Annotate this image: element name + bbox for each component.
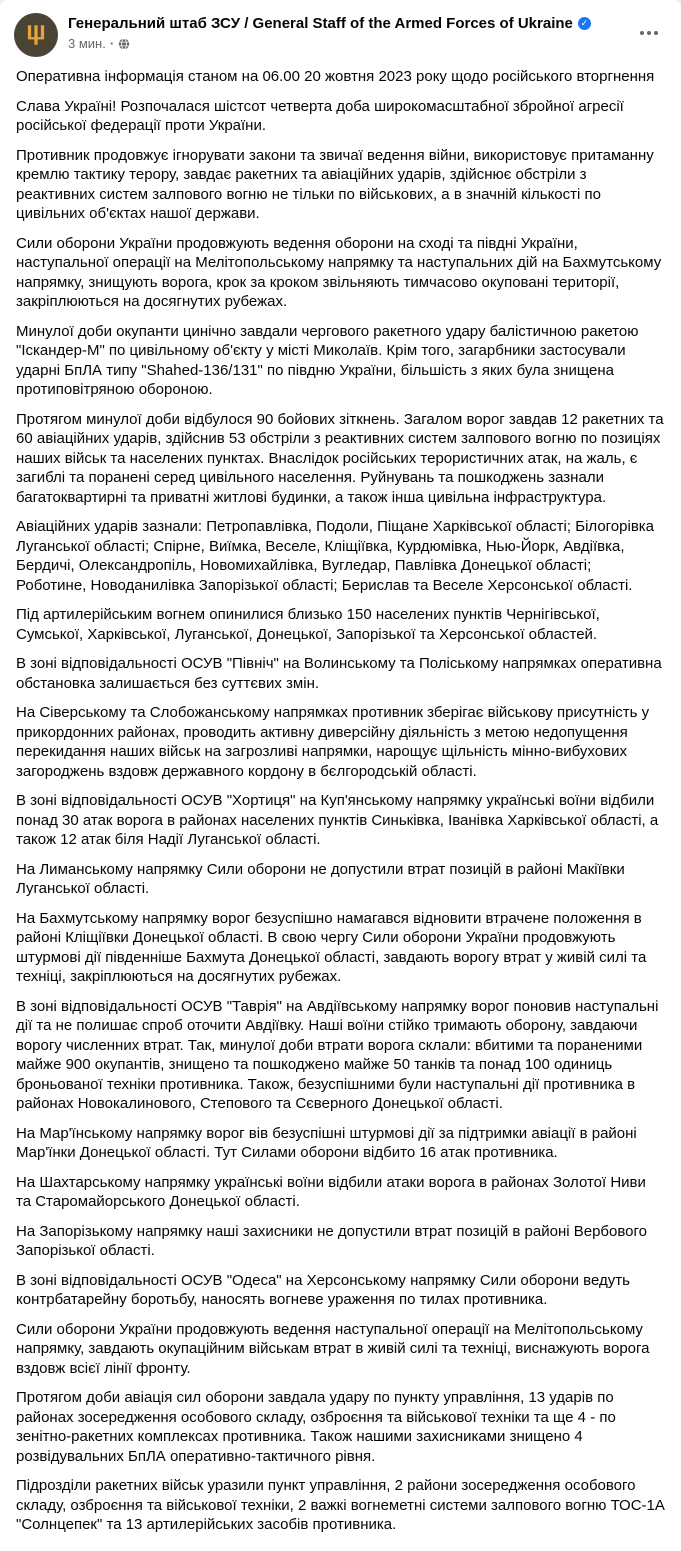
post-paragraph: Оперативна інформація станом на 06.00 20 жовтня 2023 року щодо російського вторгнення (16, 68, 655, 85)
post-paragraph: Під артилерійським вогнем опинилися близько 150 населених пунктів Чернігівської, Сумської, Харківської, Луганської, Донецької, Запорізької та Херсонської областей. (16, 606, 600, 643)
post-paragraph: Протягом доби авіація сил оборони завдала удару по пункту управління, 13 ударів по районах зосередження особового складу, озброєння та військової техніки та ще 4 - по зенітно-ракетних комплексах противника. Також нашими захисниками знищено 4 розвідувальних БпЛА оперативно-тактичного рівня. (16, 1389, 616, 1465)
post-paragraph: В зоні відповідальності ОСУВ "Таврія" на Авдіївському напрямку ворог поновив наступальні дії та не полишає спроб оточити Авдіївку. Наші воїни стійко тримають оборону, завдаючи ворогу численних втрат. Так, минулої доби втрати ворога склали: вбитими та пораненими майже 900 окупантів, знищено та пошкоджено майже 50 танків та понад 100 одиниць броньованої техніки противника. Також, безуспішними були наступальні дії противника в районах Новокалинового, Степового та Сєверного Донецької області. (16, 997, 659, 1112)
post-paragraph: На Мар'їнському напрямку ворог вів безуспішні штурмові дії за підтримки авіації в районі Мар'їнки Донецької області. Тут Силами оборони відбито 16 атак противника. (16, 1124, 637, 1161)
dot-separator: · (109, 36, 115, 51)
post-paragraph: Слава Україні! Розпочалася шістсот четверта доба широкомасштабної збройної агресії російської федерації проти України. (16, 97, 624, 134)
post-body (0, 61, 681, 1551)
timestamp-link[interactable]: 3 мин. (68, 36, 106, 51)
post-paragraph: Минулої доби окупанти цинічно завдали чергового ракетного удару балістичною ракетою "Іскандер-М" по цивільному об'єкту у місті Миколаїв. Крім того, загарбники застосували ударні БпЛА типу "Shahed-136/131" по півдню України, більшість з яких була знищена протиповітряною обороною. (16, 322, 639, 398)
post-paragraph: Сили оборони України продовжують ведення оборони на сході та півдні України, наступальної операції на Мелітопольському напрямку та наступальних дій на Бахмутському напрямку, знищують ворога, крок за кроком звільняють тимчасово окуповані території, закріплюються на досягнутих рубежах. (16, 234, 662, 310)
header-text-block (58, 13, 625, 52)
post-paragraph: На Шахтарському напрямку українські воїни відбили атаки ворога в районах Золотої Ниви та Старомайорського Донецької області. (16, 1173, 646, 1210)
post-paragraph: В зоні відповідальності ОСУВ "Північ" на Волинському та Поліському напрямках оперативна обстановка залишається без суттєвих змін. (16, 655, 662, 692)
post-paragraph: Противник продовжує ігнорувати закони та звичаї ведення війни, використовує притаманну кремлю тактику терору, завдає ракетних та авіаційних ударів, здійснює обстріли з реактивних систем залпового вогню не тільки по військових, а в значній кількості по цивільних об'єктах нашої держави. (16, 146, 654, 222)
ellipsis-icon (640, 31, 658, 35)
post-paragraph: Сили оборони України продовжують ведення наступальної операції на Мелітопольському напрямку, завдають окупаційним військам втрат в живій силі та техніці, виснажують ворога вздовж всієї лінії фронту. (16, 1320, 650, 1377)
post-paragraph: На Лиманському напрямку Сили оборони не допустили втрат позицій в районі Макіївки Луганської області. (16, 860, 625, 897)
post-paragraph: В зоні відповідальності ОСУВ "Одеса" на Херсонському напрямку Сили оборони ведуть контрбатарейну боротьбу, наносять вогневе ураження по тилах противника. (16, 1271, 630, 1308)
post-paragraph: Авіаційних ударів зазнали: Петропавлівка, Подоли, Піщане Харківської області; Білогорівка Луганської області; Спірне, Виїмка, Веселе, Кліщіївка, Курдюмівка, Нью-Йорк, Авдіївка, Бердичі, Олександропіль, Новомихайлівка, Вугледар, Павлівка Донецької області; Роботине, Новоданилівка Запорізької області; Берислав та Веселе Херсонської області. (16, 518, 655, 594)
post-meta-row (68, 36, 625, 52)
trident-emblem-icon (23, 22, 49, 48)
page-name-link[interactable]: Генеральний штаб ЗСУ / General Staff of the Armed Forces of Ukraine (68, 15, 573, 32)
verified-badge-icon: ✓ (578, 17, 591, 30)
post-paragraph: Підрозділи ракетних військ уразили пункт управління, 2 райони зосередження особового складу, озброєння та військової техніки, 2 важкі вогнеметні системи залпового вогню ТОС-1А "Солнцепек" та 13 артилерійських засобів противника. (16, 1477, 665, 1533)
post-paragraph: На Запорізькому напрямку наші захисники не допустили втрат позицій в районі Вербового Запорізької області. (16, 1222, 647, 1259)
post-paragraph: На Сіверському та Слобожанському напрямках противник зберігає військову присутність у прикордонних районах, проводить активну диверсійну діяльність з метою недопущення перекидання наших військ на загрозливі напрямки, нарощує щільність мінно-вибухових загороджень вздовж державного кордону в бєлгородській області. (16, 704, 650, 780)
post-paragraph: В зоні відповідальності ОСУВ "Хортиця" на Куп'янському напрямку українські воїни відбили понад 30 атак ворога в районах населених пунктів Синьківка, Іванівка Харківської області, а також 12 атак біля Надії Луганської області. (16, 792, 659, 848)
post-header (0, 0, 681, 61)
page-avatar[interactable] (14, 13, 58, 57)
post-paragraph: На Бахмутському напрямку ворог безуспішно намагався відновити втрачене положення в районі Кліщіївки Донецької області. В свою чергу Сили оборони України продовжують штурмові дії південніше Бахмута Донецької області, завдають ворогу втрат у живій силі та техніці, закріплюються на досягнутих рубежах. (16, 909, 647, 985)
page-name-row (68, 14, 625, 33)
post-paragraph: Протягом минулої доби відбулося 90 бойових зіткнень. Загалом ворог завдав 12 ракетних та 60 авіаційних ударів, здійснив 53 обстріли з реактивних систем залпового вогню по позиціях наших військ та населених пунктах. Внаслідок російських терористичних атак, на жаль, є загиблі та поранені серед цивільного населення. Руйнувань та пошкоджень зазнали багатоквартирні та приватні житлові будинки, а також інша цивільна інфраструктура. (16, 410, 664, 506)
public-globe-icon (118, 38, 130, 50)
post-options-button[interactable] (633, 17, 665, 49)
